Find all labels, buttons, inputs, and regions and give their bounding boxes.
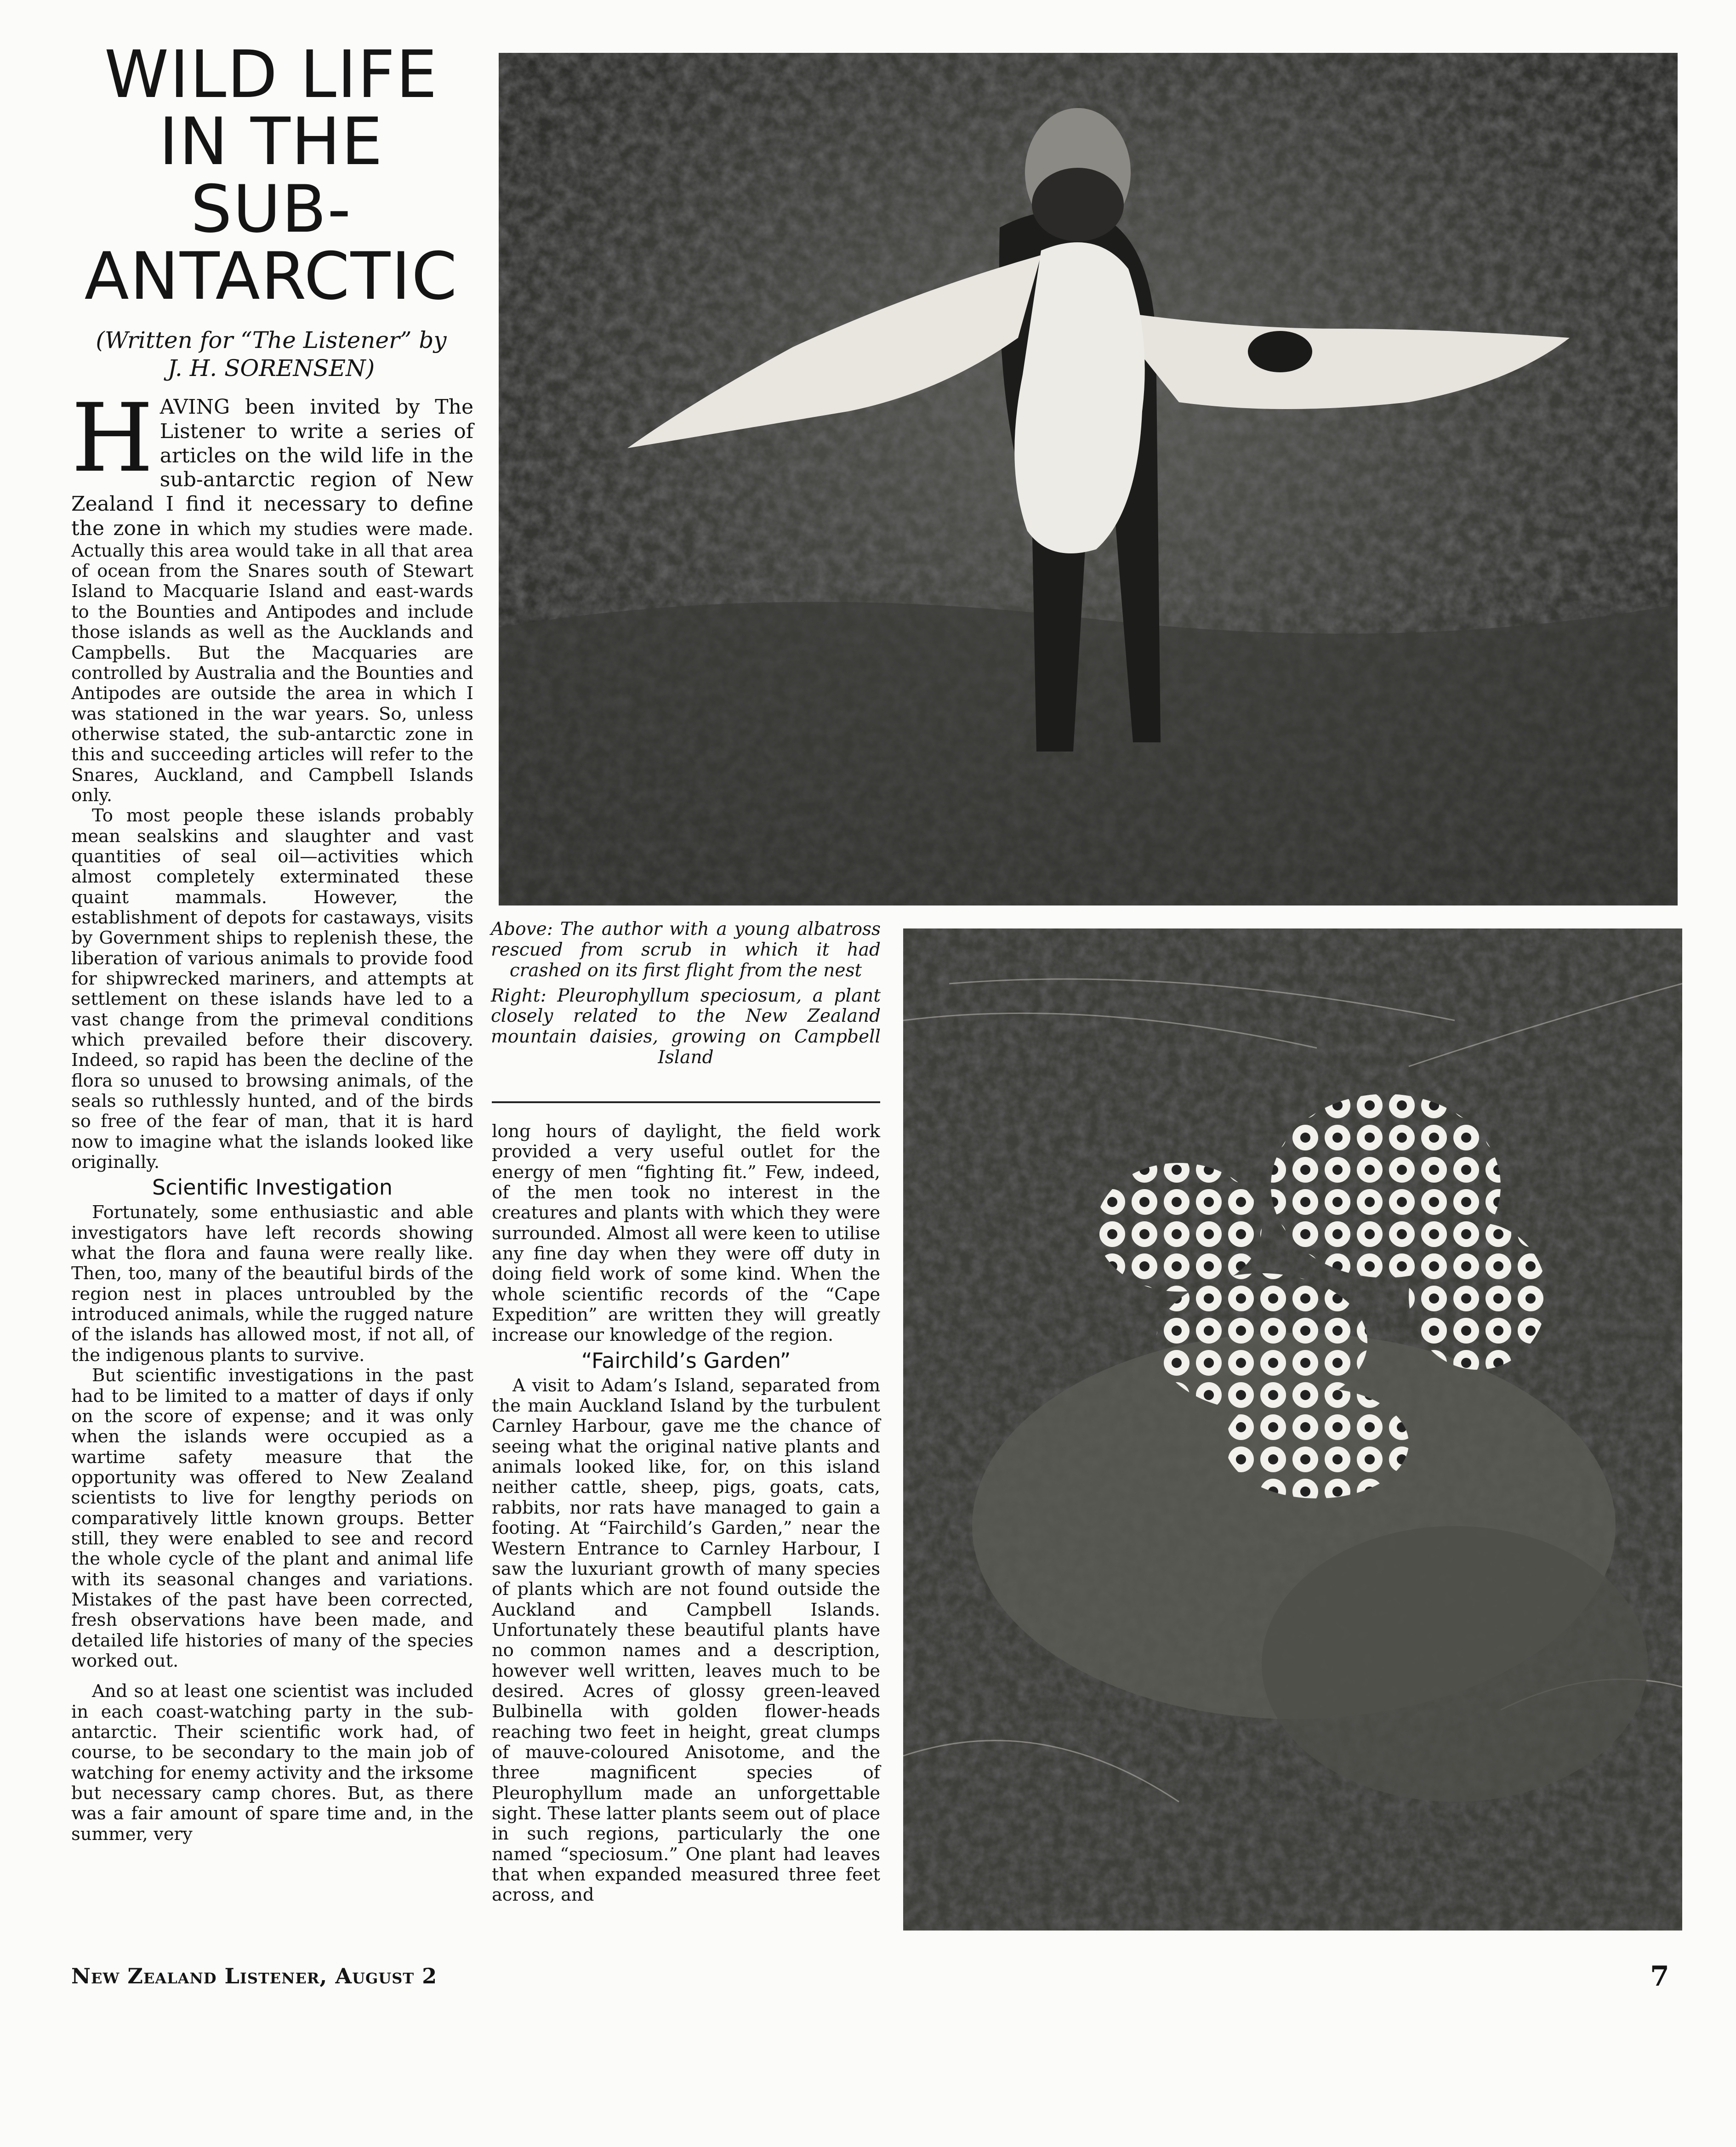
headline-line: WILD LIFE (104, 37, 438, 113)
paragraph: A visit to Adam’s Island, separated from the main Auckland Island by the turbulent Carnley Harbour, gave me the chance of seeing what the original native plants and animals looked like, for, on this island neither cattle, sheep, pigs, goats, cats, rabbits, nor rats have managed to gain a footing. At “Fairchild’s Garden,” near the Western Entrance to Carnley Harbour, I saw the luxuriant growth of many species of plants which are not found outside the Auckland and Campbell Islands. Unfortunately these beautiful plants have no common names and a description, however well written, leaves much to be desired. Acres of glossy green-leaved Bulbinella with golden flower-heads reaching two feet in height, great clumps of mauve-coloured Anisotome, and the three magnificent species of Pleurophyllum made an unforgettable sight. These latter plants seem out of place in such regions, particularly the one named “speciosum.” One plant had leaves that when expanded measured three feet across, and (492, 1375, 880, 1906)
byline-line: J. H. SORENSEN) (167, 355, 375, 382)
photo-captions (491, 919, 881, 1073)
byline (69, 326, 473, 382)
article-column-2 (492, 1122, 880, 1906)
subheading: “Fairchild’s Garden” (581, 1348, 791, 1373)
caption-right: Right: Pleurophyllum speciosum, a plant closely related to the New Zealand mountain daisies, growing on Campbell Island (491, 985, 881, 1068)
article-column-1 (71, 384, 473, 1845)
headline-line: IN THE (159, 104, 384, 180)
photo-pleurophyllum (903, 928, 1682, 1931)
subheading: Scientific Investigation (152, 1175, 393, 1200)
headline-line: SUB- (190, 171, 352, 247)
intro-lead: AVING been invited by The Listener to write a series of articles on the wild life in the sub-antarctic region of New Zealand I find it necessary to define the zone in (71, 395, 473, 540)
paragraph: long hours of daylight, the field work provided a very useful outlet for the energy of men “fighting fit.” Few, indeed, of the men took no interest in the creatures and plants with which they were surrounded. Almost all were keen to utilise any fine day when they were off duty in doing field work of some kind. When the whole scientific records of the “Cape Expedition” are written they will greatly increase our knowledge of the region. (492, 1121, 880, 1346)
caption-above: Above: The author with a young albatross rescued from scrub in which it had crashed on its first flight from the nest (491, 919, 881, 981)
intro-paragraph (71, 384, 473, 806)
article-headline (69, 37, 473, 314)
byline-line: (Written for “The Listener” by (96, 327, 447, 353)
publication-footer: New Zealand Listener, August 2 (71, 1964, 438, 1988)
paragraph: Fortunately, some enthusiastic and able investigators have left records showing what the flora and fauna were really like. Then, too, many of the beautiful birds of the region nest in places untroubled by the introduced animals, while the rugged nature of the islands has allowed most, if not all, of the indigenous plants to survive. (71, 1202, 473, 1366)
intro-rest: which my studies were made. Actually this area would take in all that area of ocean from the Snares south of Stewart Island to Macquarie Island and east-wards to the Bounties and Antipodes and include those islands as well as the Aucklands and Campbells. But the Macquaries are controlled by Australia and the Bounties and Antipodes are outside the area in which I was stationed in the war years. So, unless otherwise stated, the sub-antarctic zone in this and succeeding articles will refer to the Snares, Auckland, and Campbell Islands only. (71, 518, 473, 806)
albatross-photo-illustration (499, 53, 1678, 905)
paragraph: To most people these islands probably mean sealskins and slaughter and vast quantities of seal oil—activities which almost completely exterminated these quaint mammals. However, the establishment of depots for castaways, visits by Government ships to replenish these, the liberation of various animals to provide food for shipwrecked mariners, and attempts at settlement on these islands have led to a vast change from the primeval conditions which prevailed before their discovery. Indeed, so rapid has been the decline of the flora so unused to browsing animals, of the seals so ruthlessly hunted, and of the birds so free of the fear of man, that it is hard now to imagine what the islands looked like originally. (71, 805, 473, 1173)
headline-line: ANTARCTIC (84, 238, 458, 314)
page-number: 7 (1650, 1960, 1669, 1993)
drop-cap: H (71, 384, 154, 493)
pleurophyllum-photo-illustration (903, 928, 1682, 1931)
caption-divider (492, 1101, 880, 1103)
paragraph: But scientific investigations in the past had to be limited to a matter of days if only on the score of expense; and it was only when the islands were occupied as a wartime safety measure that the opportunity was offered to New Zealand scientists to live for lengthy periods on comparatively little known groups. Better still, they were enabled to see and record the whole cycle of the plant and animal life with its seasonal changes and variations. Mistakes of the past have been corrected, fresh observations have been made, and detailed life histories of many of the species worked out. (71, 1365, 473, 1671)
photo-author-with-albatross (499, 53, 1678, 905)
paragraph: And so at least one scientist was included in each coast-watching party in the sub-antarctic. Their scientific work had, of course, to be secondary to the main job of watching for enemy activity and the irksome but necessary camp chores. But, as there was a fair amount of spare time and, in the summer, very (71, 1681, 473, 1845)
